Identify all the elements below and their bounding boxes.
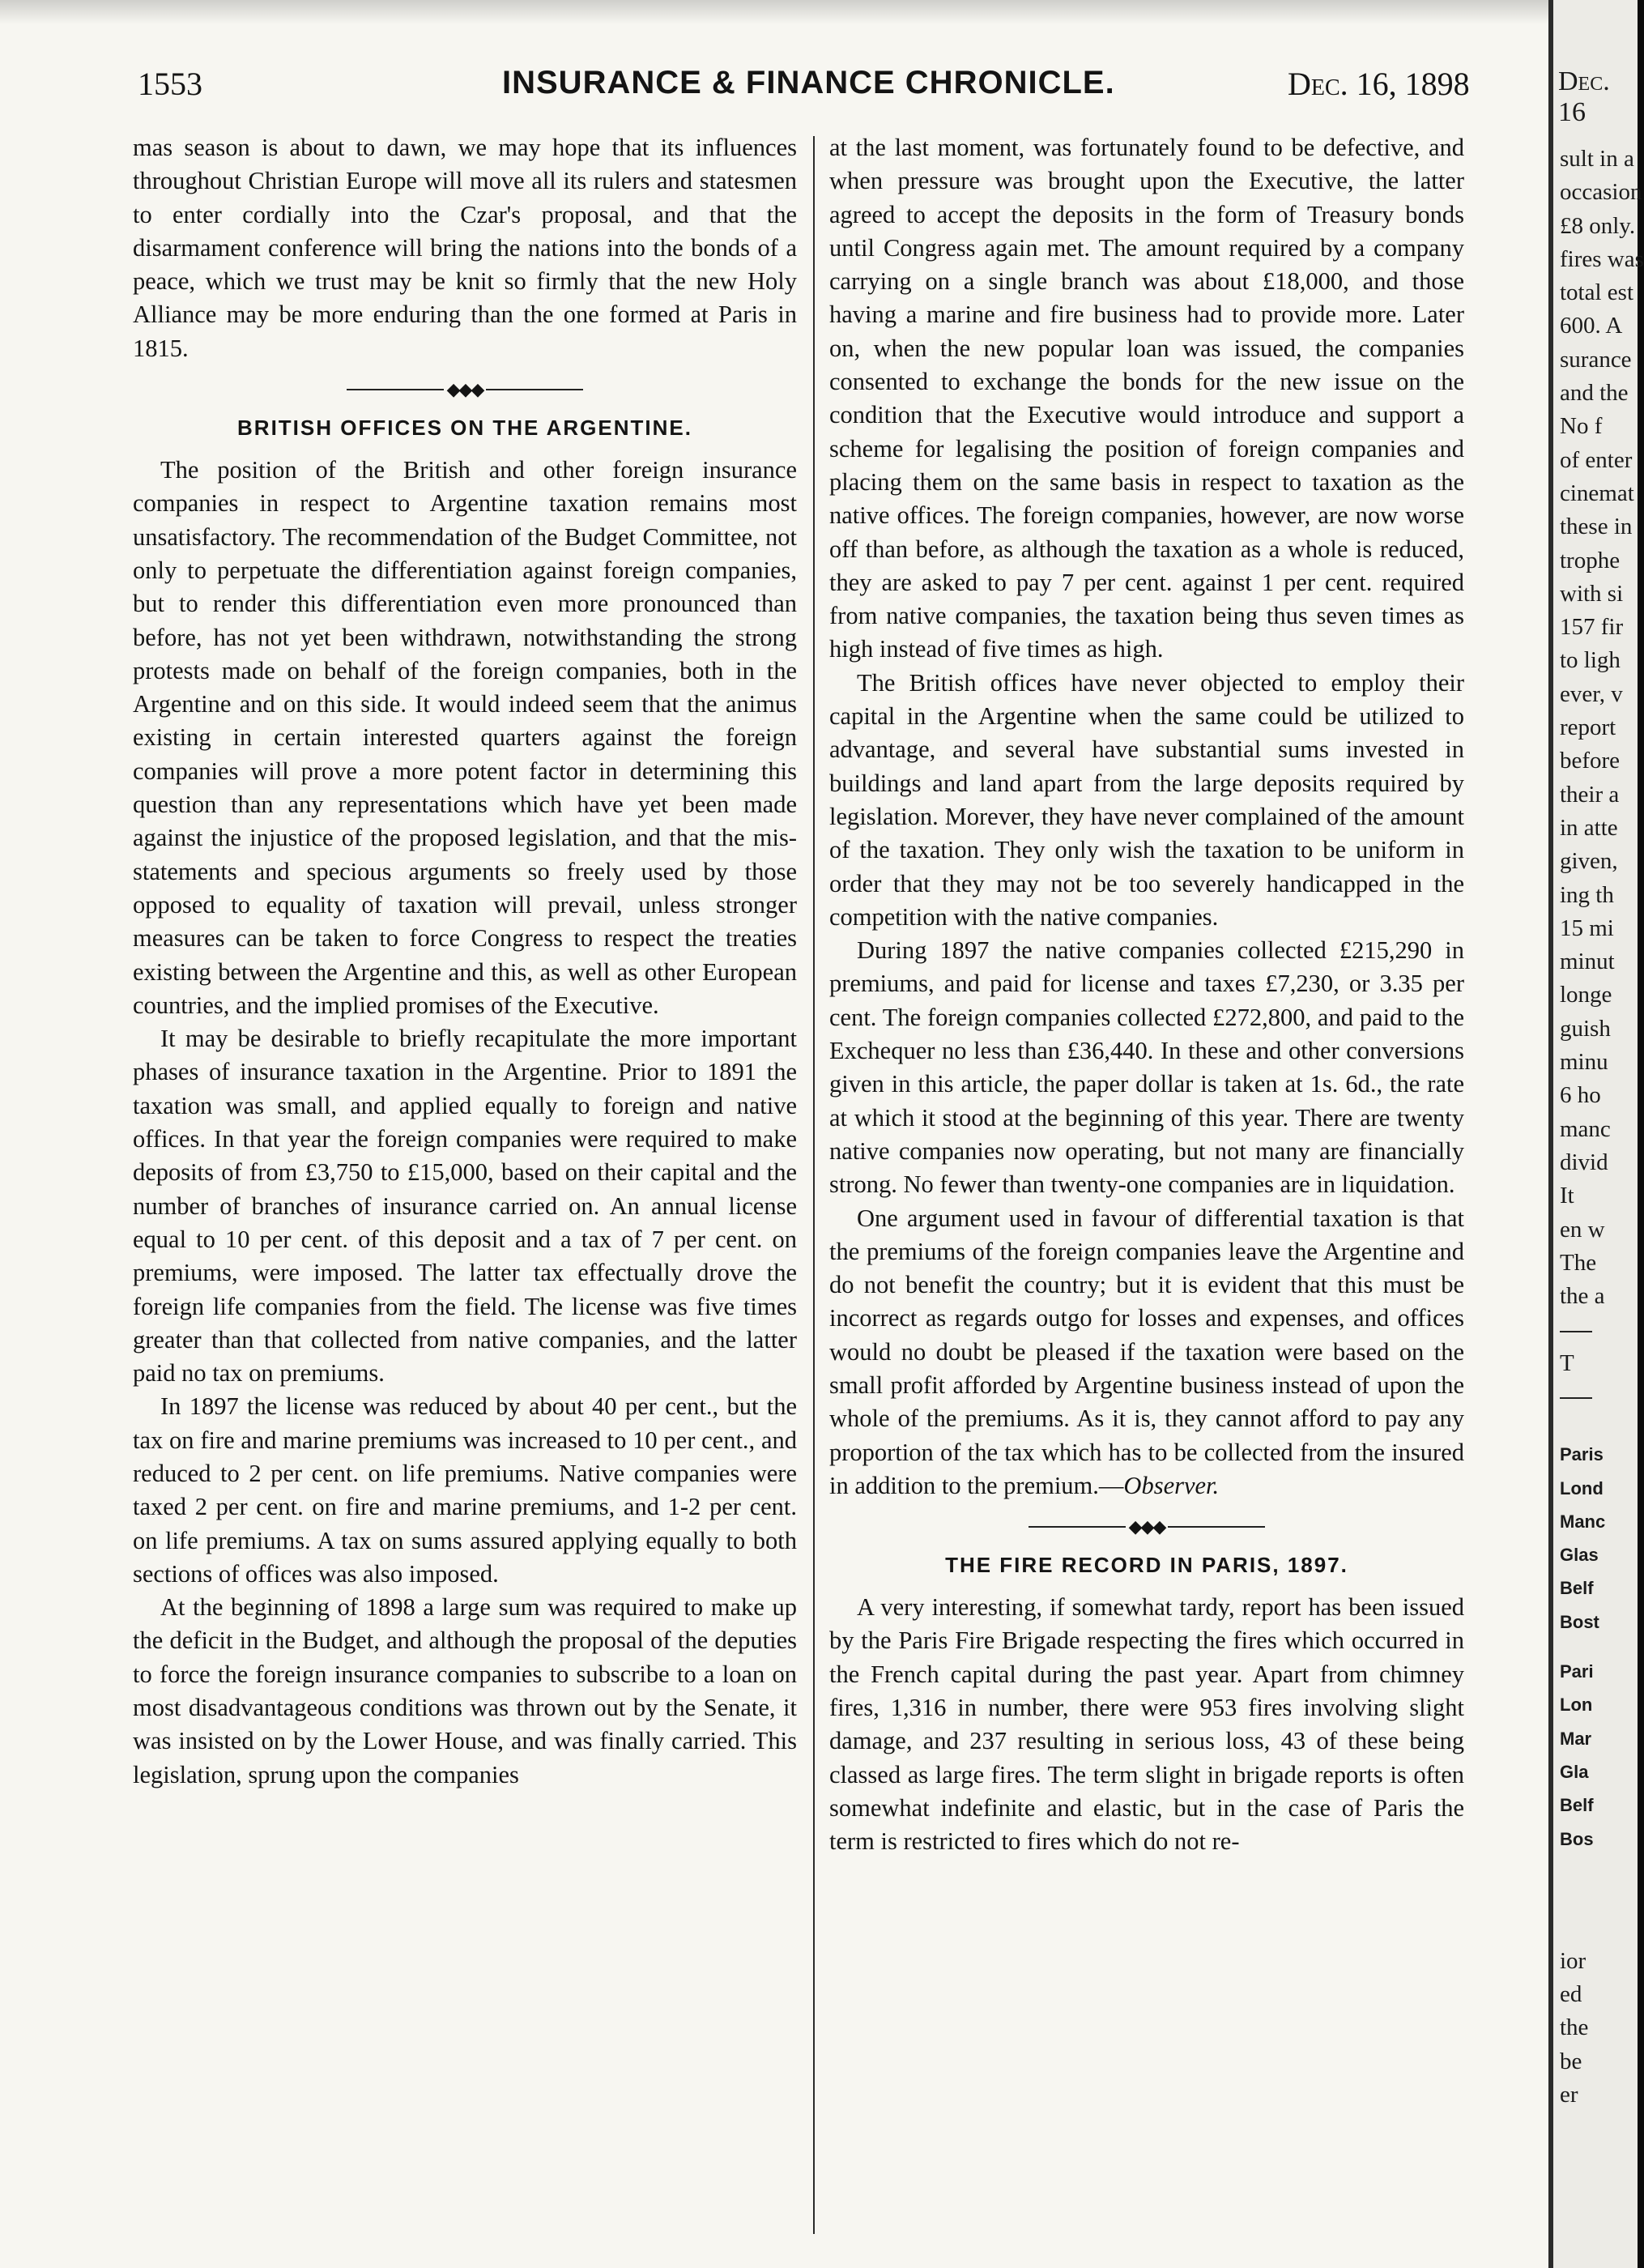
adjacent-page-text-fragment: Manc [1560,1511,1606,1532]
adjacent-page-spacer [1560,1413,1641,1438]
adjacent-page-text-fragment: before [1560,748,1621,774]
adjacent-page-rule [1560,1313,1641,1346]
article-paragraph: At the beginning of 1898 a large sum was required to make up the deficit in the Budget, and although the proposal of the deputies to force the foreign insurance companies to subscribe to a loan on most disadvantageous conditions was thrown out by the Senate, it was insisted on by the Lower House, and was finally carried. This legislation, sprung upon the companies [133,1593,797,1788]
issue-date: Dec. 16, 1898 [1288,66,1470,102]
section-ornament: ◆◆◆ [829,1509,1464,1545]
adjacent-page-text-fragment: Bost [1560,1611,1599,1632]
adjacent-page-text-fragment: given, [1560,848,1618,875]
adjacent-page-text-fragment: Gla [1560,1761,1589,1782]
adjacent-page-text-fragment: of enter [1560,446,1633,473]
opening-paragraph: mas season is about to dawn, we may hope that its influences throughout Christian Europe will move all its rulers and statesmen to enter cordially into the Czar's proposal, and that the disarmament conference will bring the nations into the bonds of a peace, which we trust may be knit so firmly that the new Holy Alliance may be more enduring than the one formed at Paris in 1815. [133,134,797,362]
adjacent-page-text-fragment: Lon [1560,1695,1593,1716]
article-paragraph: It may be desirable to briefly recapitulate the more important phases of insurance taxation in the Argentine. Prior to 1891 the taxation was small, and applied equally to foreign and native offices. In that year the foreign companies were required to make deposits of from £3,750 to £15,000, based on their capital and the number of branches of insurance carried on. An annual license equal to 10 per cent. of this deposit and a tax of 7 per cent. on premiums, were imposed. The latter tax effectually drove the foreign life companies from the field. The license was five times greater than that collected from native companies, and the latter paid no tax on premiums. [133,1025,797,1388]
adjacent-page-text-fragment: Glas [1560,1545,1599,1566]
adjacent-page-text-fragment: ing th [1560,881,1614,908]
adjacent-page-text-fragment: en w [1560,1216,1605,1243]
adjacent-page-text-fragment: with si [1560,580,1624,607]
adjacent-page-spacer [1560,1639,1641,1655]
left-column [133,131,797,1792]
adjacent-page-text-fragment: occasion [1560,179,1642,206]
adjacent-page-text-fragment: 15 mi [1560,914,1614,941]
article-paragraph: A very interesting, if somewhat tardy, report has been issued by the Paris Fire Brigade respecting the fires which occurred in the French capital during the past year. Apart from chimney fires, 1,316 in number, there were 953 fires involving slight damage, and 237 resulting in serious loss, 43 of these being classed as large fires. The term slight in brigade reports is often somewhat indefinite and elastic, but in the case of Paris the term is restricted to fires which do not re- [829,1593,1464,1856]
adjacent-page-text-fragment: minu [1560,1049,1608,1076]
adjacent-page-text-fragment: trophe [1560,547,1621,573]
adjacent-page-fragments [1560,143,1644,2112]
adjacent-page-text-fragment: Mar [1560,1728,1592,1749]
adjacent-page-text-fragment: report [1560,714,1616,741]
adjacent-page-text-fragment: sult in a [1560,146,1634,172]
adjacent-page-text-fragment: Belf [1560,1578,1594,1599]
section-ornament: ◆◆◆ [133,372,797,407]
adjacent-page-text-fragment: er [1560,2082,1578,2108]
adjacent-page-text-fragment: manc [1560,1115,1611,1142]
adjacent-page-text-fragment: the [1560,2014,1589,2041]
article-paragraph: During 1897 the native companies collected £215,290 in premiums, and paid for license and taxes £7,230, or 3.35 per cent. The foreign companies collected £272,800, and paid to the Exchequer no less than £36,440. In these and other conversions given in this article, the paper dollar is taken at 1s. 6d., the rate at which it stood at the beginning of this year. There are twenty native companies now operating, but not many are financially strong. No fewer than twenty-one companies are in liquidation. [829,936,1464,1199]
article-paragraph: The position of the British and other foreign insurance companies in respect to Argentine taxation remains most unsatisfactory. The recommendation of the Budget Committee, not only to perpetuate the differentiation against foreign companies, but to render this differentiation even more pronounced than before, has not yet been withdrawn, notwithstanding the strong protests made on behalf of the foreign companies, both in the Argentine and on this side. It would indeed seem that the animus existing in certain interested quarters against the foreign companies will prove a more potent factor in determining this question than any representations which have yet been made against the injustice of the proposed legislation, and that the mis-statements and specious arguments so freely used by those opposed to equality of taxation will prevail, unless stronger measures can be taken to force Congress to respect the treaties existing between the Argentine and this, as well as other European countries, and the implied promises of the Executive. [133,456,797,1019]
adjacent-page-text-fragment: ever, v [1560,680,1623,707]
adjacent-page-text-fragment: 600. A [1560,313,1623,339]
adjacent-page-text-fragment: their a [1560,781,1620,808]
right-column [829,131,1464,1859]
adjacent-page-spacer [1560,1856,1641,1945]
adjacent-page-edge [1548,0,1644,2268]
adjacent-page-text-fragment: Paris [1560,1444,1604,1465]
adjacent-page-text-fragment: surance [1560,346,1632,373]
adjacent-page-text-fragment: 6 ho [1560,1082,1601,1109]
adjacent-page-text-fragment: 157 fir [1560,614,1624,641]
adjacent-page-text-fragment: Belf [1560,1795,1594,1816]
adjacent-page-text-fragment: £8 only. [1560,212,1636,239]
adjacent-page-text-fragment: be [1560,2048,1582,2074]
adjacent-page-text-fragment: cinemat [1560,480,1634,506]
adjacent-page-text-fragment: to ligh [1560,647,1621,674]
adjacent-page-text-fragment: Bos [1560,1828,1594,1849]
adjacent-page-rule [1560,1380,1641,1413]
closing-paragraph [829,1202,1464,1503]
adjacent-page-text-fragment: Lond [1560,1477,1604,1498]
journal-title: INSURANCE & FINANCE CHRONICLE. [502,65,1115,100]
adjacent-page-text-fragment: ior [1560,1947,1587,1974]
adjacent-page-text-fragment: these in [1560,514,1633,540]
adjacent-page-text-fragment: No f [1560,413,1603,440]
adjacent-page-text-fragment: Pari [1560,1661,1594,1682]
column-rule [813,136,815,2234]
adjacent-page-header: Dec. 16 [1558,66,1610,127]
adjacent-page-text-fragment: The [1560,1249,1597,1276]
adjacent-page-text-fragment: It [1560,1183,1574,1209]
article-title-paris-fire: THE FIRE RECORD IN PARIS, 1897. [945,1553,1348,1578]
article-paragraph: The British offices have never objected to employ their capital in the Argentine when the same could be utilized to advantage, and several have substantial sums invested in buildings and land apart from the large deposits required by legislation. Morever, they have never complained of the amount of the taxation. They only wish the taxation to be uniform in order that they may not be too severely handicapped in the competition with the native companies. [829,668,1464,931]
adjacent-page-text-fragment: in atte [1560,814,1618,841]
adjacent-page-text-fragment: and the [1560,380,1629,407]
adjacent-page-text-fragment: guish [1560,1015,1611,1042]
adjacent-page-text-fragment: minut [1560,949,1615,975]
continued-paragraph: at the last moment, was fortunately found to be defective, and when pressure was brought upon the Executive, the latter agreed to accept the deposits in the form of Treasury bonds until Congress again met. The amount required by a company carrying on a single branch was about £18,000, and those having a marine and fire business had to provide more. Later on, when the new popular loan was issued, the companies consented to exchange the bonds for the new issue on the condition that the Executive would introduce and support a scheme for legalising the position of foreign companies and placing them on the same basis in respect to taxation as the native offices. The foreign companies, however, are now worse off than before, as although the taxation as a whole is reduced, they are asked to pay 7 per cent. against 1 per cent. required from native companies, the taxation being thus seven times as high instead of five times as high. [829,134,1464,663]
adjacent-page-text-fragment: ed [1560,1981,1582,2008]
signature: Observer. [1123,1471,1220,1499]
adjacent-page-text-fragment: fires was [1560,245,1644,272]
adjacent-page-text-fragment: total est [1560,279,1634,306]
article-title-argentine: BRITISH OFFICES ON THE ARGENTINE. [237,416,692,441]
adjacent-page-text-fragment: the a [1560,1283,1605,1310]
adjacent-page-text-fragment: longe [1560,982,1612,1008]
closing-text: One argument used in favour of differential taxation is that the premiums of the foreign companies leave the Argentine and do not benefit the country; but it is evident that this must be incorrect as regards outgo for losses and expenses, and offices would no doubt be pleased if the taxation were based on the small profit afforded by Argentine business instead of upon the whole of the premiums. As it is, they cannot afford to pay any proportion of the tax which has to be collected from the insured in addition to the premium.— [829,1204,1464,1499]
article-paragraph: In 1897 the license was reduced by about 40 per cent., but the tax on fire and marine premiums was increased to 10 per cent., and reduced to 2 per cent. on life premiums. Native companies were taxed 2 per cent. on fire and marine premiums, and 1-2 per cent. on life premiums. A tax on sums assured applying equally to both sections of offices was also imposed. [133,1392,797,1588]
adjacent-page-text-fragment: T [1560,1349,1574,1376]
page-number: 1553 [138,66,202,102]
adjacent-page-text-fragment: divid [1560,1149,1608,1175]
